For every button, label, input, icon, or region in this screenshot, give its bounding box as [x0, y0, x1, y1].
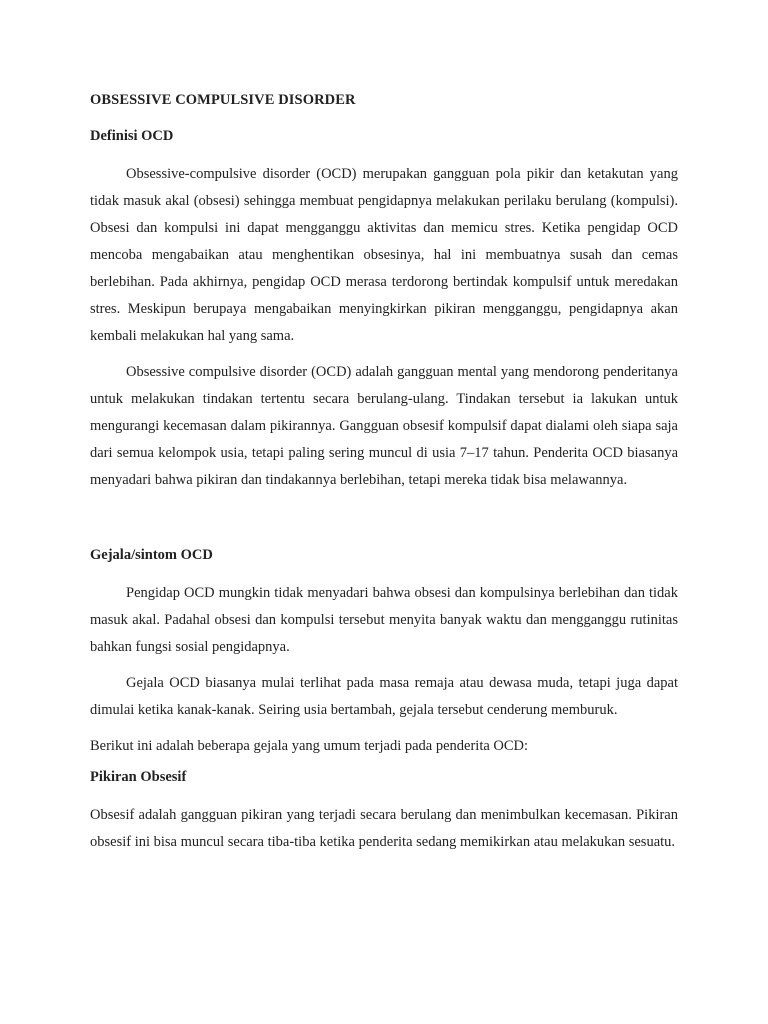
paragraph-gejala-1: Pengidap OCD mungkin tidak menyadari bahwa obsesi dan kompulsinya berlebihan dan tidak masuk akal. Padahal obsesi dan kompulsi tersebut menyita banyak waktu dan mengganggu rutinitas bahkan fungsi sosial pengidapnya. — [90, 585, 678, 655]
paragraph-definisi-1: Obsessive-compulsive disorder (OCD) merupakan gangguan pola pikir dan ketakutan yang tidak masuk akal (obsesi) sehingga membuat pengidapnya melakukan perilaku berulang (kompulsi). Obsesi dan kompulsi ini dapat mengganggu aktivitas dan memicu stres. Ketika pengidap OCD mencoba mengabaikan atau menghentikan obsesinya, hal ini membuatnya susah dan cemas berlebihan. Pada akhirnya, pengidap OCD merasa terdorong bertindak kompulsif untuk meredakan stres. Meskipun berupaya mengabaikan menyingkirkan pikiran mengganggu, pengidapnya akan kembali melakukan hal yang sama. — [90, 166, 678, 344]
section-heading-definisi: Definisi OCD — [90, 128, 174, 144]
paragraph-definisi-2: Obsessive compulsive disorder (OCD) adalah gangguan mental yang mendorong penderitanya untuk melakukan tindakan tertentu secara berulang-ulang. Tindakan tersebut ia lakukan untuk mengurangi kecemasan dalam pikirannya. Gangguan obsesif kompulsif dapat dialami oleh siapa saja dari semua kelompok usia, tetapi paling sering muncul di usia 7–17 tahun. Penderita OCD biasanya menyadari bahwa pikiran dan tindakannya berlebihan, tetapi mereka tidak bisa melawannya. — [90, 364, 678, 488]
paragraph-pikiran-obsesif-1: Obsesif adalah gangguan pikiran yang terjadi secara berulang dan menimbulkan kecemasan. Pikiran obsesif ini bisa muncul secara tiba-tiba ketika penderita sedang memikirkan atau melakukan sesuatu. — [90, 807, 678, 850]
section-heading-pikiran-obsesif: Pikiran Obsesif — [90, 769, 187, 785]
paragraph-gejala-3: Berikut ini adalah beberapa gejala yang umum terjadi pada penderita OCD: — [90, 738, 529, 754]
section-heading-gejala: Gejala/sintom OCD — [90, 547, 213, 563]
document-title: OBSESSIVE COMPULSIVE DISORDER — [90, 92, 356, 108]
paragraph-gejala-2: Gejala OCD biasanya mulai terlihat pada masa remaja atau dewasa muda, tetapi juga dapat dimulai ketika kanak-kanak. Seiring usia bertambah, gejala tersebut cenderung memburuk. — [90, 675, 678, 718]
document-body — [90, 92, 678, 856]
